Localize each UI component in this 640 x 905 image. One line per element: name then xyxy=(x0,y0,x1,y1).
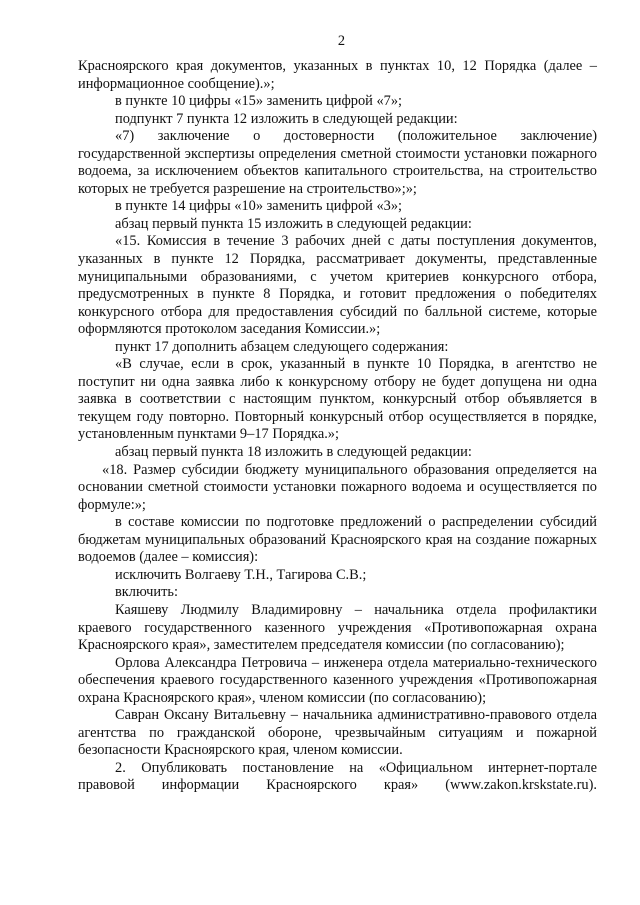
paragraph: абзац первый пункта 15 изложить в следующей редакции: xyxy=(115,215,472,232)
paragraph: Красноярского края документов, указанных в пунктах 10, 12 Порядка (далее – информационное сообщение).»; xyxy=(78,58,597,92)
paragraph: в составе комиссии по подготовке предложений о распределении субсидий бюджетам муниципальных образований Красноярского края на создание пожарных водоемов (далее – комиссия): xyxy=(78,514,597,566)
paragraph: «В случае, если в срок, указанный в пункте 10 Порядка, в агентство не поступит ни одна заявка либо к конкурсному отбору не будет допущена ни одна заявка в соответствии с настоящим пунктом, конкурсный отбор объявляется в текущем году повторно. Повторный конкурсный отбор осуществляется в порядке, установленным пунктами 9–17 Порядка.»; xyxy=(78,356,597,443)
paragraph: исключить Волгаеву Т.Н., Тагирова С.В.; xyxy=(115,566,367,583)
paragraph: пункт 17 дополнить абзацем следующего содержания: xyxy=(115,338,449,355)
paragraph: Орлова Александра Петровича – инженера отдела материально-технического обеспечения краевого государственного казенного учреждения «Противопожарная охрана Красноярского края», членом комиссии (по согласованию); xyxy=(78,654,597,706)
document-body xyxy=(78,58,597,795)
paragraph: абзац первый пункта 18 изложить в следующей редакции: xyxy=(115,444,472,461)
paragraph: Савран Оксану Витальевну – начальника административно-правового отдела агентства по гражданской обороне, чрезвычайным ситуациям и пожарной безопасности Красноярского края, членом комиссии. xyxy=(78,707,597,759)
paragraph: «18. Размер субсидии бюджету муниципального образования определяется на основании сметной стоимости установки пожарного водоема и осуществляется по формуле:»; xyxy=(78,461,597,513)
paragraph: 2. Опубликовать постановление на «Официальном интернет-портале правовой информации Красноярского края» (www.zakon.krskstate.ru). xyxy=(78,759,597,794)
paragraph: включить: xyxy=(115,584,178,601)
paragraph: подпункт 7 пункта 12 изложить в следующей редакции: xyxy=(115,110,458,127)
page-number: 2 xyxy=(337,33,346,49)
paragraph: в пункте 10 цифры «15» заменить цифрой «7»; xyxy=(115,93,403,110)
paragraph: «15. Комиссия в течение 3 рабочих дней с даты поступления документов, указанных в пункте 12 Порядка, рассматривает документы, представленные муниципальными образованиями, с учетом критериев конкурсного отбора, предусмотренных в пункте 8 Порядка, и готовит предложения о победителях конкурсного отбора для предоставления субсидий по балльной системе, которые оформляются протоколом заседания Комиссии.»; xyxy=(78,233,597,338)
paragraph: «7) заключение о достоверности (положительное заключение) государственной экспертизы определения сметной стоимости установки пожарного водоема, за исключением объектов капитального строительства, на строительство которых не требуется разрешение на строительство»;»; xyxy=(78,128,597,197)
paragraph: Каяшеву Людмилу Владимировну – начальника отдела профилактики краевого государственного казенного учреждения «Противопожарная охрана Красноярского края», заместителем председателя комиссии (по согласованию); xyxy=(78,601,597,654)
paragraph: в пункте 14 цифры «10» заменить цифрой «3»; xyxy=(115,198,403,215)
